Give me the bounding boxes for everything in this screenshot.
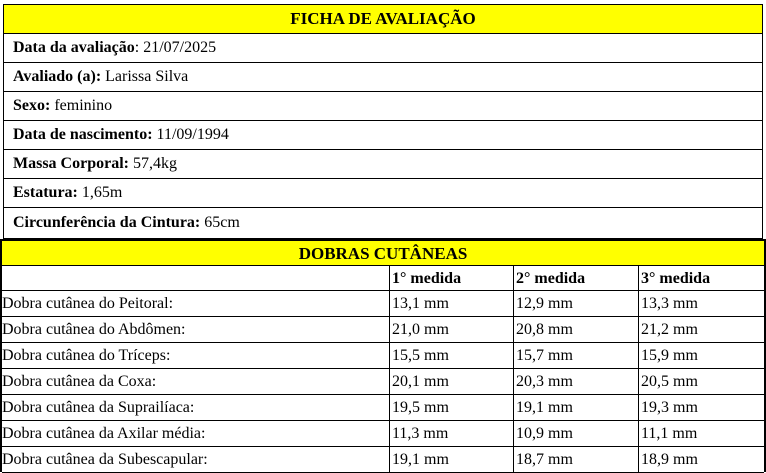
skinfold-site: Dobra cutânea do Abdômen: (2, 317, 390, 342)
field-label: Data da avaliação (13, 39, 135, 56)
field-row-height (4, 179, 762, 208)
field-value: 21/07/2025 (143, 39, 217, 56)
measure-2-value: 12,9 mm (514, 291, 639, 316)
measure-3-value: 18,9 mm (641, 451, 698, 468)
skinfold-site: Dobra cutânea do Tríceps: (2, 343, 390, 368)
evaluation-title: FICHA DE AVALIAÇÃO (4, 5, 762, 34)
column-header-measure-2: 2° medida (514, 266, 639, 290)
field-value: 1,65m (81, 184, 123, 201)
measure-3-value: 20,5 mm (641, 373, 698, 390)
measure-2-value: 15,7 mm (514, 343, 639, 368)
measure-2-value: 20,8 mm (514, 317, 639, 342)
field-row-waist (4, 208, 762, 238)
skinfold-site: Dobra cutânea da Suprailíaca: (2, 395, 390, 420)
field-label: Avaliado (a): (13, 68, 102, 85)
measure-1-value: 15,5 mm (390, 343, 514, 368)
field-row-body-mass (4, 150, 762, 179)
field-row-evaluated (4, 63, 762, 92)
measure-3-value: 21,2 mm (641, 321, 698, 338)
skinfold-header-row (2, 266, 764, 291)
evaluation-info-table (3, 4, 763, 239)
column-header-site (2, 266, 390, 290)
measure-1-value: 13,1 mm (390, 291, 514, 316)
field-label: Circunferência da Cintura: (13, 214, 201, 231)
table-row (2, 447, 764, 473)
measure-1-value: 19,5 mm (390, 395, 514, 420)
measure-1-value: 11,3 mm (390, 421, 514, 446)
field-row-birth-date (4, 121, 762, 150)
skinfold-table (0, 239, 766, 472)
measure-3-value: 13,3 mm (641, 295, 698, 312)
measure-2-value: 19,1 mm (514, 395, 639, 420)
field-value: feminino (54, 97, 113, 114)
column-header-measure-1: 1° medida (390, 266, 514, 290)
field-value: 11/09/1994 (156, 126, 229, 143)
measure-1-value: 20,1 mm (390, 369, 514, 394)
skinfold-title: DOBRAS CUTÂNEAS (2, 241, 764, 266)
field-value: 65cm (204, 214, 240, 231)
measure-3-value: 19,3 mm (641, 399, 698, 416)
field-label: Data de nascimento: (13, 126, 153, 143)
skinfold-site: Dobra cutânea da Subescapular: (2, 447, 390, 472)
table-row (2, 421, 764, 447)
skinfold-site: Dobra cutânea da Coxa: (2, 369, 390, 394)
table-row (2, 395, 764, 421)
table-row (2, 369, 764, 395)
table-row (2, 291, 764, 317)
table-row (2, 317, 764, 343)
measure-1-value: 21,0 mm (390, 317, 514, 342)
field-label: Massa Corporal: (13, 155, 129, 172)
field-row-evaluation-date: Data da avaliação: 21/07/2025 (4, 34, 762, 63)
column-header-measure-3: 3° medida (641, 270, 711, 287)
measure-2-value: 20,3 mm (514, 369, 639, 394)
measure-1-value: 19,1 mm (390, 447, 514, 472)
skinfold-site: Dobra cutânea da Axilar média: (2, 421, 390, 446)
field-label: Estatura: (13, 184, 78, 201)
measure-2-value: 10,9 mm (514, 421, 639, 446)
measure-3-value: 15,9 mm (641, 347, 698, 364)
field-row-sex (4, 92, 762, 121)
field-label: Sexo: (13, 97, 51, 114)
measure-3-value: 11,1 mm (641, 425, 698, 442)
field-value: 57,4kg (132, 155, 177, 172)
field-value: Larissa Silva (105, 68, 189, 85)
table-row (2, 343, 764, 369)
measure-2-value: 18,7 mm (514, 447, 639, 472)
skinfold-site: Dobra cutânea do Peitoral: (2, 291, 390, 316)
